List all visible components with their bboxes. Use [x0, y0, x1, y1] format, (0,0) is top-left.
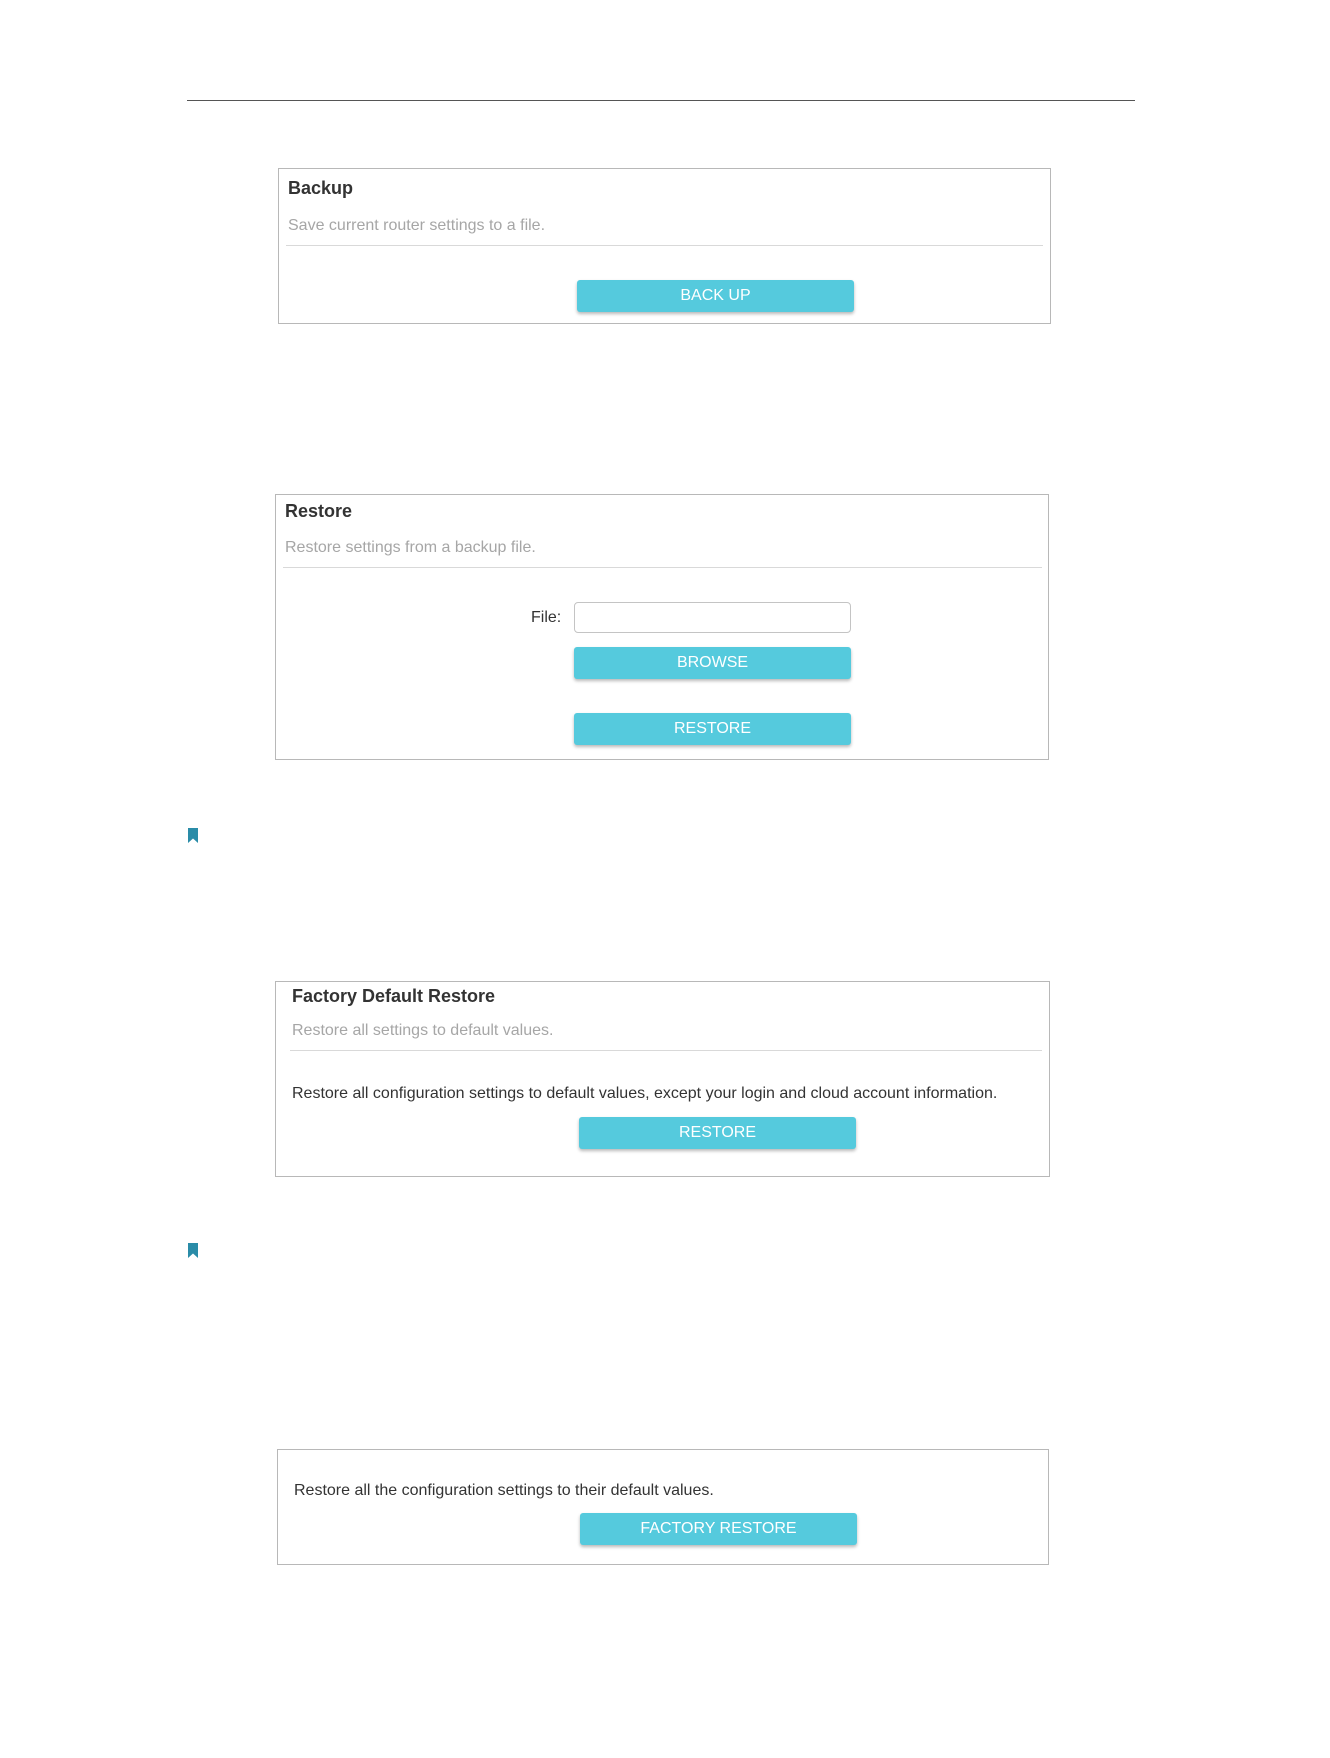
browse-button[interactable]: BROWSE — [574, 647, 851, 679]
backup-title: Backup — [288, 178, 354, 198]
page-header-rule — [187, 100, 1135, 101]
factory-default-restore-description: Restore all configuration settings to default values, except your login and cloud account information. — [292, 1085, 998, 1102]
factory-default-restore-panel — [275, 981, 1050, 1177]
restore-subtitle: Restore settings from a backup file. — [285, 539, 536, 556]
factory-default-restore-divider — [290, 1050, 1042, 1051]
restore-divider — [283, 567, 1042, 568]
restore-title: Restore — [285, 501, 353, 521]
factory-default-restore-subtitle: Restore all settings to default values. — [292, 1022, 554, 1039]
restore-panel — [275, 494, 1049, 760]
factory-default-restore-title: Factory Default Restore — [292, 986, 496, 1006]
factory-default-restore-button[interactable]: RESTORE — [579, 1117, 856, 1149]
factory-restore-panel — [277, 1449, 1049, 1565]
factory-restore-description: Restore all the configuration settings to their default values. — [294, 1482, 714, 1499]
file-input[interactable] — [574, 602, 851, 633]
backup-divider — [286, 245, 1043, 246]
file-label: File: — [531, 609, 562, 626]
bookmark-icon — [188, 828, 198, 843]
backup-panel — [278, 168, 1051, 324]
restore-button[interactable]: RESTORE — [574, 713, 851, 745]
back-up-button[interactable]: BACK UP — [577, 280, 854, 312]
backup-subtitle: Save current router settings to a file. — [288, 217, 546, 234]
bookmark-icon — [188, 1243, 198, 1258]
factory-restore-button[interactable]: FACTORY RESTORE — [580, 1513, 857, 1545]
